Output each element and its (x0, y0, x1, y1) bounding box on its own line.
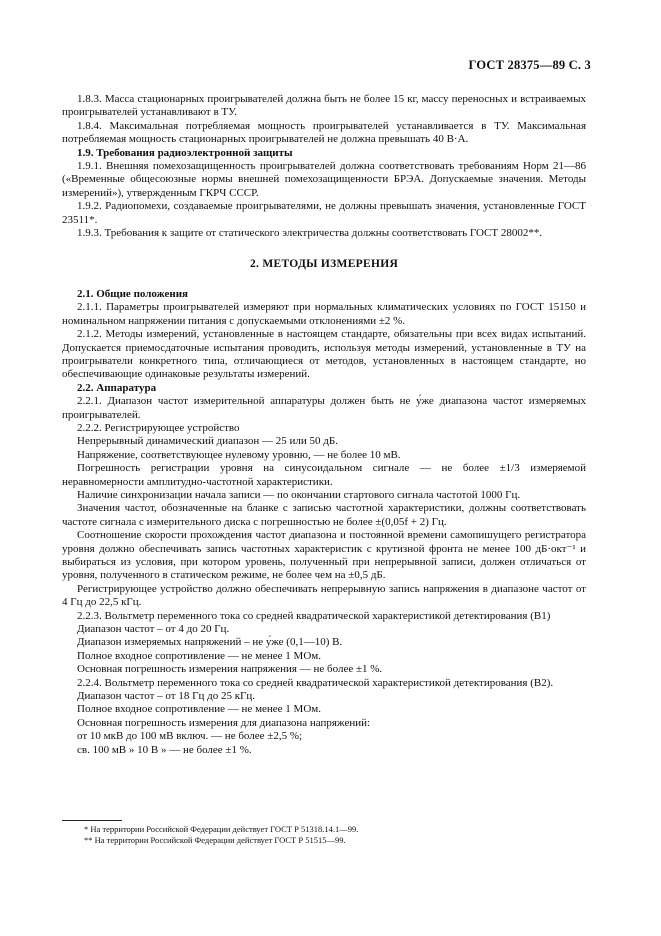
heading-1-9: 1.9. Требования радиоэлектронной защиты (77, 146, 293, 159)
paragraph-2-2-3: 2.2.3. Вольтметр переменного тока со средней квадратической характеристикой детектирования (В1) (77, 609, 551, 622)
paragraph-dynamic-range: Непрерывный динамический диапазон — 25 или 50 дБ. (77, 435, 338, 448)
heading-2-2: 2.2. Аппаратура (77, 381, 157, 394)
paragraph-1-9-2: 1.9.2. Радиопомехи, создаваемые проигрывателями, не должны превышать значения, установленные ГОСТ 23511*. (62, 200, 586, 226)
paragraph-b2-range-1: от 10 мкВ до 100 мВ включ. — не более ±2,5 %; (77, 730, 303, 743)
paragraph-b2-frequency: Диапазон частот – от 18 Гц до 25 кГц. (77, 690, 256, 703)
paragraph-continuous-record: Регистрирующее устройство должно обеспечивать непрерывную запись напряжения в диапазоне частот от 4 Гц до 22,5 кГц. (62, 582, 586, 609)
document-body (62, 93, 586, 757)
paragraph-b1-frequency: Диапазон частот – от 4 до 20 Гц. (77, 623, 230, 636)
section-title: 2. МЕТОДЫ ИЗМЕРЕНИЯ (249, 258, 399, 271)
paragraph-2-2-2: 2.2.2. Регистрирующее устройство (77, 421, 240, 434)
paragraph-2-1-2: 2.1.2. Методы измерений, установленные в настоящем стандарте, обязательны при всех видах испытаний. Допускается приемосдаточные испытания проводить, используя методы измерений, установленные в ТУ на проигрыватели конкретного типа, отличающиеся от методов, установленных в настоящем стандарте, но обеспечивающие одинаковые результаты измерений. (62, 328, 586, 381)
paragraph-b1-error: Основная погрешность измерения напряжения — не более ±1 %. (77, 663, 383, 676)
paragraph-b1-impedance: Полное входное сопротивление — не менее 1 МОм. (77, 649, 321, 662)
paragraph-b2-error: Основная погрешность измерения для диапазона напряжений: (77, 716, 371, 729)
paragraph-2-2-4: 2.2.4. Вольтметр переменного тока со средней квадратической характеристикой детектирования (В2). (77, 676, 554, 689)
footnote-divider (62, 820, 122, 821)
paragraph-1-9-3: 1.9.3. Требования к защите от статического электричества должны соответствовать ГОСТ 28002**. (77, 227, 543, 240)
footnotes (62, 824, 586, 846)
heading-2-1: 2.1. Общие положения (77, 287, 188, 300)
paragraph-b2-range-2: св. 100 мВ » 10 В » — не более ±1 %. (77, 743, 252, 756)
paragraph-2-2-1: 2.2.1. Диапазон частот измерительной аппаратуры должен быть не у́же диапазона частот измеряемых проигрывателей. (62, 395, 586, 421)
paragraph-sync: Наличие синхронизации начала записи — по окончании стартового сигнала частотой 1000 Гц. (77, 488, 521, 501)
paragraph-1-8-4: 1.8.4. Максимальная потребляемая мощность проигрывателей устанавливается в ТУ. Максимальная потребляемая мощность стационарных проигрывателей не должна превышать 40 В·А. (62, 119, 586, 146)
paragraph-zero-level: Напряжение, соответствующее нулевому уровню, — не более 10 мВ. (77, 448, 401, 461)
page-header: ГОСТ 28375—89 С. 3 (468, 58, 591, 72)
paragraph-1-9-1: 1.9.1. Внешняя помехозащищенность проигрывателей должна соответствовать требованиям Норм 21—86 («Временные общесоюзные нормы внешней помехозащищенности БРЭА. Допускаемые значения. Методы измерений»), утвержденным ГКРЧ СССР. (62, 160, 586, 199)
footnote-2: ** На территории Российской Федерации действует ГОСТ Р 51515—99. (84, 835, 346, 845)
paragraph-b1-voltage: Диапазон измеряемых напряжений – не у́же (0,1—10) В. (77, 636, 343, 649)
paragraph-1-8-3: 1.8.3. Масса стационарных проигрывателей должна быть не более 15 кг, массу переносных и встраиваемых проигрывателей устанавливают в ТУ. (62, 93, 586, 119)
paragraph-speed-ratio: Соотношение скорости прохождения частот диапазона и постоянной времени самопишущего регистратора уровня должно обеспечивать запись частотных характеристик с крутизной фронта не менее 100 дБ·окт⁻¹ и выбираться из условия, при котором уровень, полученный при непрерывной записи, должен отличаться от уровня, полученного в статическом режиме, не более чем на ±0,5 дБ. (62, 529, 586, 582)
paragraph-registration-error: Погрешность регистрации уровня на синусоидальном сигнале — не более ±1/3 измеряемой неравномерности амплитудно-частотной характеристики. (62, 462, 586, 488)
paragraph-frequency-values: Значения частот, обозначенные на бланке с записью частотной характеристики, должны соответствовать частоте сигнала с измерительного диска с погрешностью не более ±(0,05f + 2) Гц. (62, 502, 586, 528)
footnote-1: * На территории Российской Федерации действует ГОСТ Р 51318.14.1—99. (84, 824, 359, 834)
paragraph-2-1-1: 2.1.1. Параметры проигрывателей измеряют при нормальных климатических условиях по ГОСТ 15150 и номинальном напряжении питания с допускаемыми отклонениями ±2 %. (62, 301, 586, 327)
paragraph-b2-impedance: Полное входное сопротивление — не менее 1 МОм. (77, 703, 321, 716)
